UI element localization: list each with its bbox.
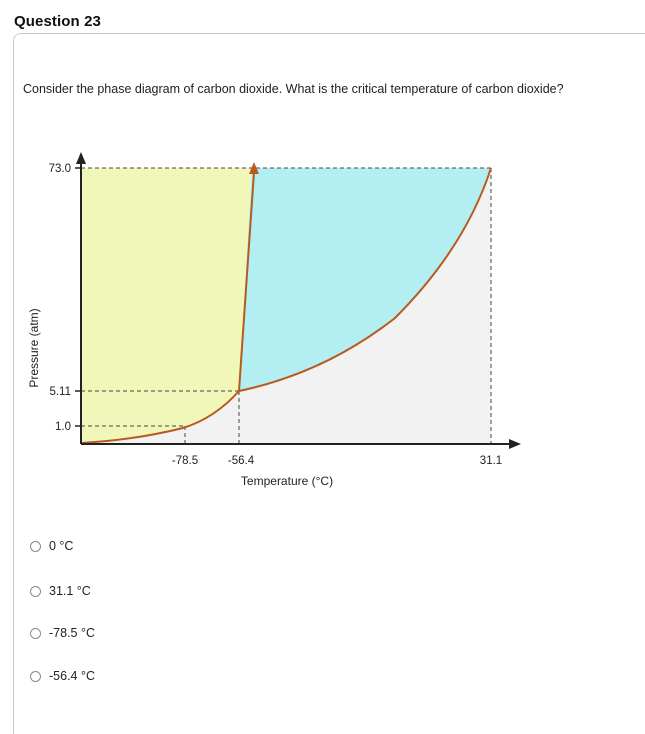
x-axis-arrow <box>509 439 521 449</box>
radio-button[interactable] <box>30 586 41 597</box>
choice-label: 0 °C <box>49 539 74 553</box>
choice-option[interactable] <box>30 626 95 640</box>
y-axis-arrow <box>76 152 86 164</box>
y-tick-label: 1.0 <box>55 421 71 433</box>
choice-label: -56.4 °C <box>49 669 95 683</box>
choice-label: -78.5 °C <box>49 626 95 640</box>
phase-diagram <box>25 148 535 493</box>
question-text: Consider the phase diagram of carbon dioxide. What is the critical temperature of carbon dioxide? <box>23 82 564 96</box>
y-axis-label: Pressure (atm) <box>27 308 41 388</box>
radio-button[interactable] <box>30 541 41 552</box>
choice-option[interactable] <box>30 584 91 598</box>
choice-option[interactable] <box>30 669 95 683</box>
y-tick-label: 73.0 <box>48 163 71 175</box>
solid-region <box>81 168 252 442</box>
x-axis-label: Temperature (°C) <box>240 474 334 488</box>
x-tick-label: 31.1 <box>479 455 503 467</box>
x-tick-label: -56.4 <box>227 455 255 467</box>
radio-button[interactable] <box>30 671 41 682</box>
choice-label: 31.1 °C <box>49 584 91 598</box>
x-tick-label: -78.5 <box>171 455 199 467</box>
question-title: Question 23 <box>14 13 101 30</box>
choice-option[interactable] <box>30 539 73 553</box>
y-tick-label: 5.11 <box>49 386 71 398</box>
radio-button[interactable] <box>30 628 41 639</box>
